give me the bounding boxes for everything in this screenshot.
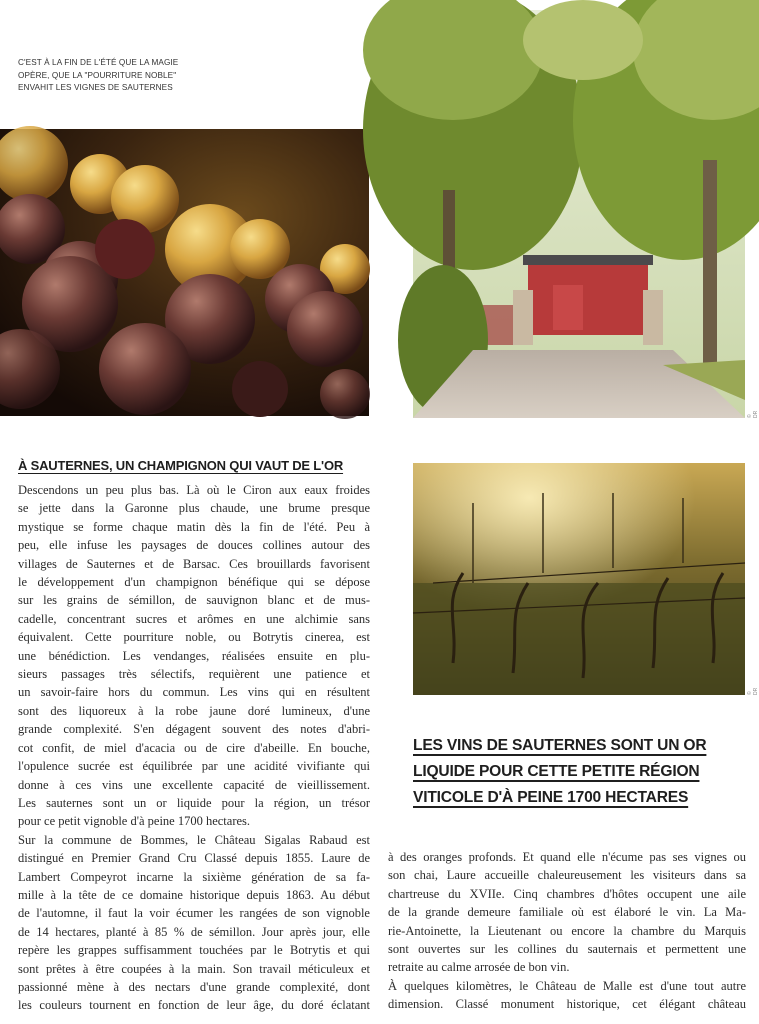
article-column-right <box>388 848 746 1014</box>
body-text-line: un savoir-faire hors du commun. Les vins qui en résultent <box>18 685 370 700</box>
body-text-line: les couleurs tournent en fonction de leur âge, du doré éclatant <box>18 998 370 1013</box>
body-text-line: équivalent. Cette pourriture noble, ou Botrytis cinerea, est <box>18 630 370 645</box>
body-text-line: l'opulence sucrée est équilibrée par une acidité vivifiante qui <box>18 759 370 774</box>
body-text-line: sieurs passages très sélectifs, requièrent une patience et <box>18 667 370 682</box>
botrytis-grapes-photo <box>0 129 369 416</box>
chateau-alley-photo <box>413 10 745 418</box>
pull-quote <box>413 733 753 811</box>
body-text-line: donne à ces vins une excellente capacité de vieillissement. <box>18 777 370 792</box>
body-text-line: cot confit, de miel d'acacia ou de cire d'abeille. En bouche, <box>18 740 370 755</box>
body-text-line: de l'automne, il faut la voir écumer les rangées de son vignoble <box>18 906 370 921</box>
body-text-line: une bénédiction. Les vendanges, réalisées ensuite en plu- <box>18 648 370 663</box>
body-text-line: mystique se forme chaque matin dès la fin de l'été. Peu à <box>18 519 370 534</box>
body-text-line: sont des liquoreux à la robe jaune doré lumineux, d'une <box>18 703 370 718</box>
section-heading: À SAUTERNES, UN CHAMPIGNON QUI VAUT DE L'OR <box>18 458 344 473</box>
body-text-line: pour ce petit vignoble d'à peine 1700 hectares. <box>18 814 251 829</box>
body-text-line: sur les grains de sémillon, de sauvignon blanc et de mus- <box>18 593 370 608</box>
body-text-line: peu, elle infuse les paysages de douces collines autour des <box>18 538 370 553</box>
body-text-line: dimension. Classé monument historique, cet élégant château <box>388 997 746 1012</box>
body-text-line: son chai, Laure accueille chaleureusement les visiteurs dans sa <box>388 868 746 883</box>
pull-quote-line: LES VINS DE SAUTERNES SONT UN OR <box>413 737 707 754</box>
body-text-line: le développement d'un champignon bénéfique qui se dépose <box>18 575 370 590</box>
body-text-line: sont prêtes à être coupées à la main. Son travail méticuleux et <box>18 961 370 976</box>
body-text-line: villages de Sauternes et de Barsac. Ces brouillards favorisent <box>18 556 370 571</box>
body-text-line: sont ouvertes sur les collines du sauternais et permettent une <box>388 942 746 957</box>
body-text-line: À quelques kilomètres, le Château de Malle est d'une tout autre <box>388 978 746 993</box>
photo-caption <box>18 57 218 95</box>
vineyard-photo <box>413 463 745 695</box>
body-text-line: Descendons un peu plus bas. Là où le Ciron aux eaux froides <box>18 483 370 497</box>
body-text-line: grande complexité. S'en dégagent souvent des notes d'abri- <box>18 722 370 737</box>
caption-line: C'EST À LA FIN DE L'ÉTÉ QUE LA MAGIE <box>18 58 179 67</box>
body-text-line: Sur la commune de Bommes, le Château Sigalas Rabaud est <box>18 832 370 847</box>
caption-line: ENVAHIT LES VIGNES DE SAUTERNES <box>18 83 173 92</box>
body-text-line: à des oranges profonds. Et quand elle n'écume pas ses vignes ou <box>388 850 746 864</box>
body-text-line: Les sauternes sont un or liquide pour la région, un trésor <box>18 795 370 810</box>
pull-quote-line: LIQUIDE POUR CETTE PETITE RÉGION <box>413 763 700 780</box>
body-text-line: rie-Antoinette, la Lieutenant ou encore la chambre du Marquis <box>388 923 746 938</box>
caption-line: OPÈRE, QUE LA "POURRITURE NOBLE" <box>18 70 177 80</box>
pull-quote-line: VITICOLE D'À PEINE 1700 HECTARES <box>413 789 689 806</box>
body-text-line: distingué en Premier Grand Cru Classé depuis 1855. Laure de <box>18 851 370 866</box>
body-text-line: de la grande demeure familiale où est élaboré le vin. La Ma- <box>388 905 746 920</box>
photo-credit: © DR <box>747 687 759 695</box>
body-text-line: Lambert Compeyrot incarne la sixième génération de sa fa- <box>18 869 370 884</box>
body-text-line: chartreuse du XVIIe. Cinq chambres d'hôtes occupent une aile <box>388 886 746 901</box>
article-column-left <box>18 481 370 1015</box>
body-text-line: retraite au calme arrosée de bon vin. <box>388 960 570 975</box>
body-text-line: cadelle, concentrant sucres et arômes en une alchimie sans <box>18 611 370 626</box>
body-text-line: de 14 hectares, planté à 85 % de sémillon. Jour après jour, elle <box>18 924 370 939</box>
body-text-line: mille à la tête de ce domaine historique depuis 1863. Au début <box>18 887 370 902</box>
body-text-line: se jette dans la Garonne plus chaude, une brume presque <box>18 501 370 516</box>
body-text-line: passionné mène à des nectars d'une grande complexité, dont <box>18 979 370 994</box>
photo-credit: © DR <box>747 410 759 418</box>
body-text-line: repère les grappes suffisamment touchées par le Botrytis et qui <box>18 943 370 958</box>
